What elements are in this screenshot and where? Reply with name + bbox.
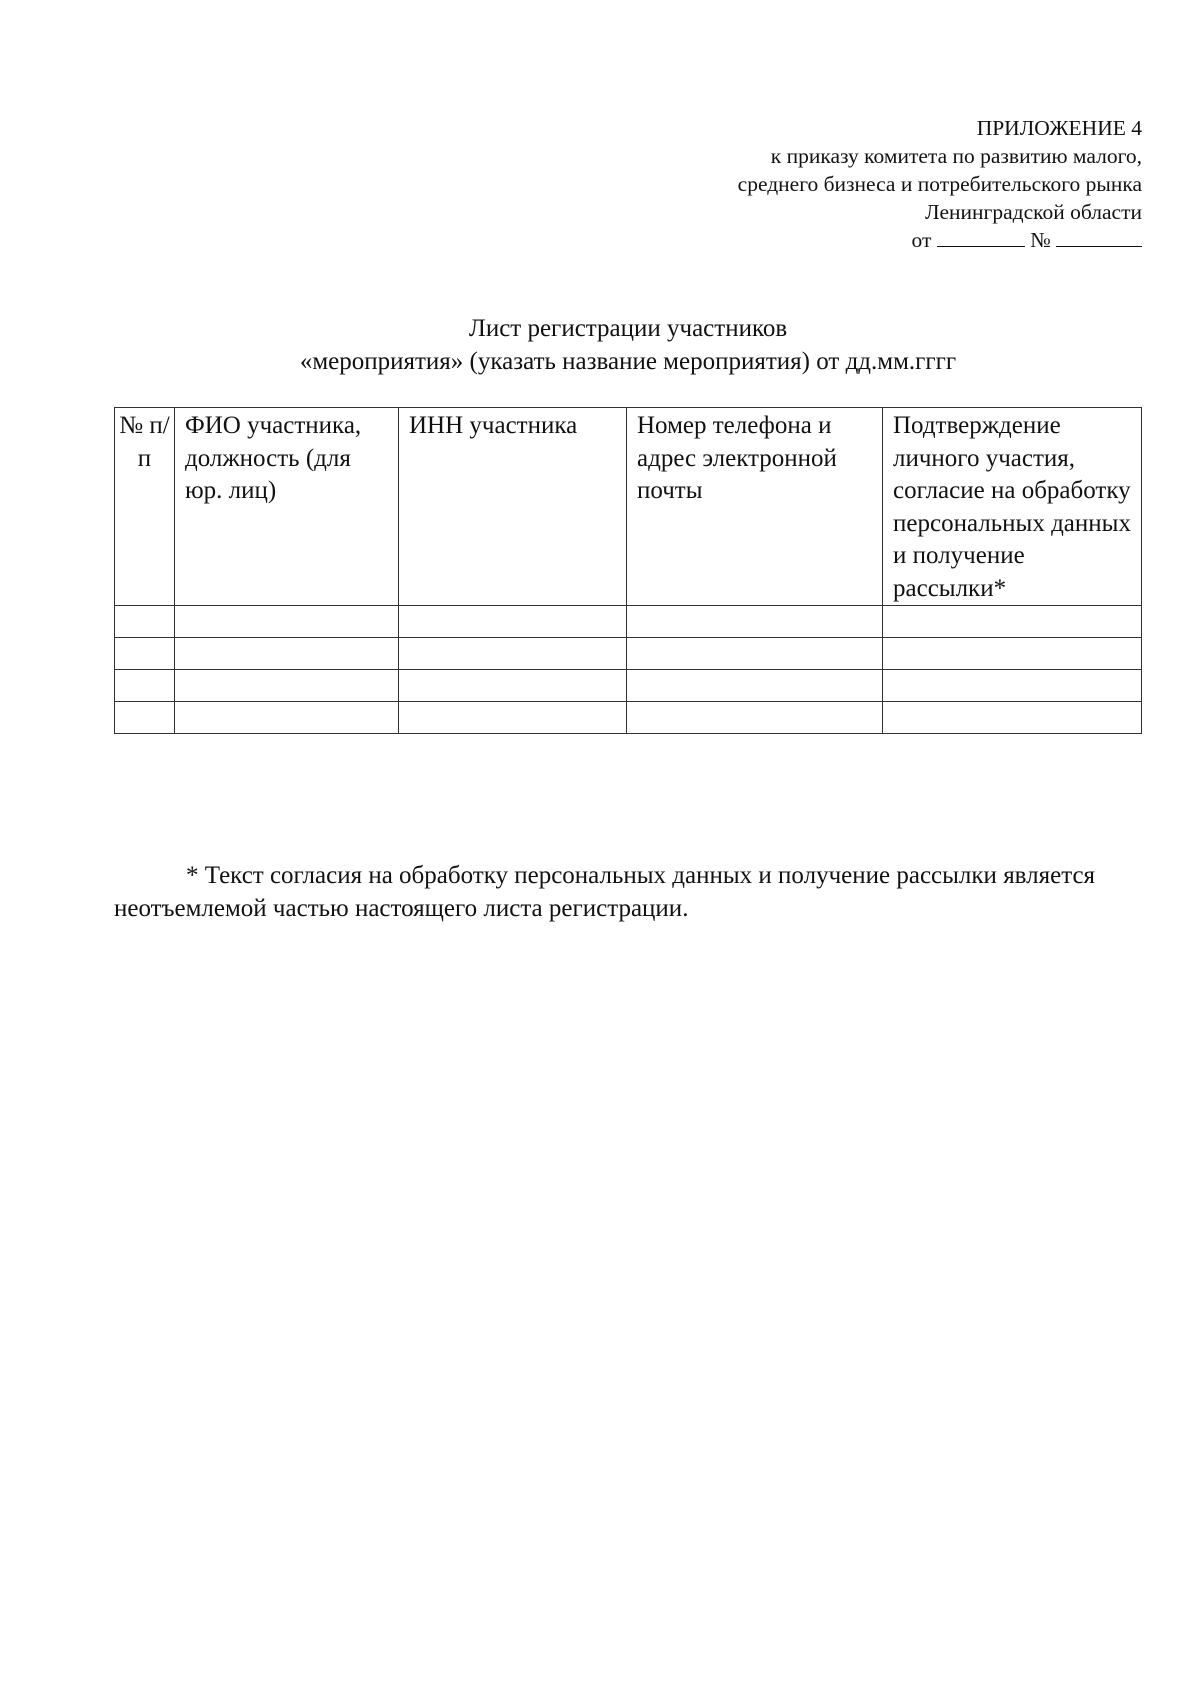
- table-cell: [627, 638, 883, 670]
- table-row: [115, 702, 1142, 734]
- table-header-row: [115, 408, 1142, 606]
- appendix-date-number-line: [738, 226, 1142, 254]
- header-number: № п/п: [115, 408, 175, 606]
- date-blank-field: [937, 226, 1025, 247]
- document-title: [0, 312, 1200, 378]
- appendix-region-line: Ленинградской области: [925, 200, 1142, 224]
- table-cell: [175, 606, 399, 638]
- header-consent: Подтверждение личного участия, согласие на обработку персональных данных и получение рассылки*: [883, 408, 1142, 606]
- table-cell: [883, 702, 1142, 734]
- appendix-order-line: к приказу комитета по развитию малого,: [770, 144, 1142, 168]
- number-prefix: №: [1030, 228, 1051, 252]
- table-cell: [883, 606, 1142, 638]
- table-cell: [627, 702, 883, 734]
- consent-footnote: * Текст согласия на обработку персональных данных и получение рассылки является неотъемлемой частью настоящего листа регистрации.: [114, 862, 1096, 922]
- registration-table: [114, 407, 1142, 734]
- table-cell: [175, 638, 399, 670]
- table-cell: [115, 670, 175, 702]
- table-row: [115, 606, 1142, 638]
- table-cell: [627, 606, 883, 638]
- number-blank-field: [1056, 226, 1142, 247]
- date-prefix: от: [911, 228, 932, 252]
- table-cell: [115, 638, 175, 670]
- appendix-number: ПРИЛОЖЕНИЕ 4: [976, 116, 1142, 140]
- title-line-2: «мероприятия» (указать название мероприятия) от дд.мм.гггг: [299, 348, 957, 375]
- table-cell: [883, 638, 1142, 670]
- appendix-header: [738, 114, 1142, 254]
- table-cell: [399, 670, 627, 702]
- table-cell: [883, 670, 1142, 702]
- header-phone-email: Номер телефона и адрес электронной почты: [627, 408, 883, 606]
- table-cell: [115, 606, 175, 638]
- table-cell: [399, 702, 627, 734]
- table-row: [115, 670, 1142, 702]
- table-cell: [627, 670, 883, 702]
- table-cell: [399, 638, 627, 670]
- header-full-name: ФИО участника, должность (для юр. лиц): [175, 408, 399, 606]
- table-cell: [399, 606, 627, 638]
- appendix-committee-line: среднего бизнеса и потребительского рынка: [737, 172, 1142, 196]
- title-line-1: Лист регистрации участников: [468, 315, 788, 342]
- table-cell: [175, 702, 399, 734]
- table-cell: [115, 702, 175, 734]
- header-inn: ИНН участника: [399, 408, 627, 606]
- table-row: [115, 638, 1142, 670]
- table-cell: [175, 670, 399, 702]
